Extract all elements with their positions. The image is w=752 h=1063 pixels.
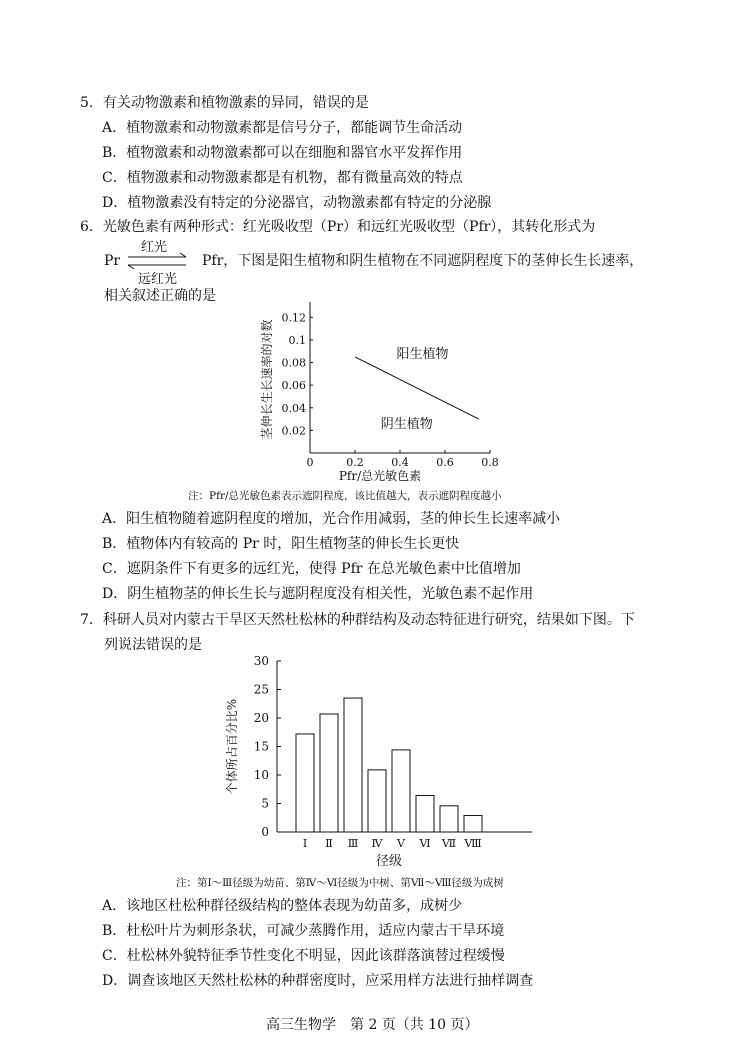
- q6-stem-line2: Pfr，下图是阳生植物和阴生植物在不同遮阴程度下的茎伸长生长速率，: [202, 253, 644, 269]
- q6-stem-line1: 6．光敏色素有两种形式：红光吸收型（Pr）和远红光吸收型（Pfr），其转化形式为: [80, 219, 596, 235]
- q5-option-b: B．植物激素和动物激素都可以在细胞和器官水平发挥作用: [102, 145, 463, 161]
- q7-stem-line1: 7．科研人员对内蒙古干旱区天然杜松林的种群结构及动态特征进行研究，结果如下图。下: [80, 612, 635, 628]
- y-tick-label: 0.04: [281, 401, 306, 415]
- x-tick-label: 0.4: [391, 456, 409, 469]
- q7-stem-line2: 列说法错误的是: [104, 637, 202, 653]
- q6-pr: Pr: [104, 253, 121, 269]
- x-tick-label: 0.6: [436, 456, 454, 469]
- bar-1: [296, 734, 314, 832]
- x-tick-label: 0.2: [346, 456, 364, 469]
- x-tick-label: Ⅵ: [419, 837, 431, 850]
- bar-4: [368, 770, 386, 832]
- q6-line-chart: [255, 300, 500, 482]
- q6-option-b: B．植物体内有较高的 Pr 时，阳生植物茎的伸长生长更快: [102, 536, 460, 552]
- bar-6: [416, 796, 434, 832]
- x-tick-label: Ⅶ: [441, 837, 457, 850]
- y-tick-label: 0.02: [281, 424, 306, 438]
- y-axis-label: 个体所占百分比%: [225, 698, 239, 795]
- x-tick-label: Ⅴ: [397, 837, 405, 850]
- q6-option-d: D．阴生植物茎的伸长生长与遮阴程度没有相关性，光敏色素不起作用: [102, 586, 534, 602]
- annotation-shade-plant: 阴生植物: [380, 417, 433, 433]
- y-tick-label: 5: [261, 796, 269, 811]
- x-tick-label: 0.8: [481, 456, 499, 469]
- series-line: [355, 357, 479, 419]
- y-tick-label: 0.08: [281, 356, 306, 370]
- q7-chart-note: 注：第Ⅰ～Ⅲ径级为幼苗、第Ⅳ～Ⅵ径级为中树、第Ⅶ～Ⅷ径级为成树: [176, 877, 504, 889]
- page-footer: 高三生物学 第 2 页（共 10 页）: [266, 1017, 479, 1033]
- bar-2: [320, 714, 338, 832]
- q5-option-a: A．植物激素和动物激素都是信号分子，都能调节生命活动: [102, 120, 463, 136]
- x-tick-label: 0: [306, 456, 314, 469]
- annotation-sun-plant: 阳生植物: [396, 347, 449, 363]
- q5-option-c: C．植物激素和动物激素都是有机物，都有微量高效的特点: [102, 170, 463, 186]
- q7-option-c: C．杜松林外貌特征季节性变化不明显，因此该群落演替过程缓慢: [102, 948, 505, 964]
- q6-option-c: C．遮阴条件下有更多的远红光，使得 Pfr 在总光敏色素中比值增加: [102, 561, 521, 577]
- y-tick-label: 25: [253, 682, 269, 697]
- q6-arrow-top-label: 红光: [141, 240, 168, 255]
- x-tick-label: Ⅳ: [371, 837, 383, 850]
- x-tick-label: Ⅷ: [464, 837, 482, 850]
- q5-stem: 5．有关动物激素和植物激素的异同，错误的是: [80, 95, 369, 111]
- q6-stem-line3: 相关叙述正确的是: [104, 288, 216, 304]
- q7-option-d: D．调查该地区天然杜松林的种群密度时，应采用样方法进行抽样调查: [102, 973, 534, 989]
- y-tick-label: 0: [261, 825, 269, 839]
- x-axis-label: Pfr/总光敏色素: [338, 469, 422, 482]
- x-tick-label: Ⅱ: [325, 837, 333, 850]
- y-tick-label: 10: [253, 768, 269, 782]
- y-tick-label: 0.1: [288, 333, 306, 347]
- y-tick-label: 20: [253, 711, 269, 725]
- y-tick-label: 15: [253, 739, 269, 754]
- y-tick-label: 30: [253, 654, 269, 668]
- q7-bar-chart: [222, 652, 542, 872]
- y-tick-label: 0.12: [281, 311, 306, 325]
- q7-option-b: B．杜松叶片为刺形条状，可减少蒸腾作用，适应内蒙古干旱环境: [102, 923, 505, 939]
- x-axis-label: 径级: [375, 854, 403, 869]
- bar-7: [440, 806, 458, 832]
- x-tick-label: Ⅰ: [302, 837, 308, 850]
- q5-option-d: D．植物激素没有特定的分泌器官，动物激素都有特定的分泌腺: [102, 195, 492, 211]
- bar-3: [344, 698, 362, 832]
- y-axis-label: 茎伸长生长速率的对数: [260, 319, 274, 440]
- x-tick-label: Ⅲ: [347, 837, 359, 850]
- q6-arrow-bottom-label: 远红光: [138, 272, 178, 287]
- q6-option-a: A．阳生植物随着遮阴程度的增加，光合作用减弱，茎的伸长生长速率减小: [102, 511, 561, 527]
- y-tick-label: 0.06: [281, 379, 306, 393]
- bar-5: [392, 750, 410, 832]
- bar-8: [464, 815, 482, 832]
- q7-option-a: A．该地区杜松种群径级结构的整体表现为幼苗多，成树少: [102, 898, 463, 914]
- q6-chart-note: 注：Pfr/总光敏色素表示遮阴程度，该比值越大，表示遮阴程度越小: [188, 490, 502, 502]
